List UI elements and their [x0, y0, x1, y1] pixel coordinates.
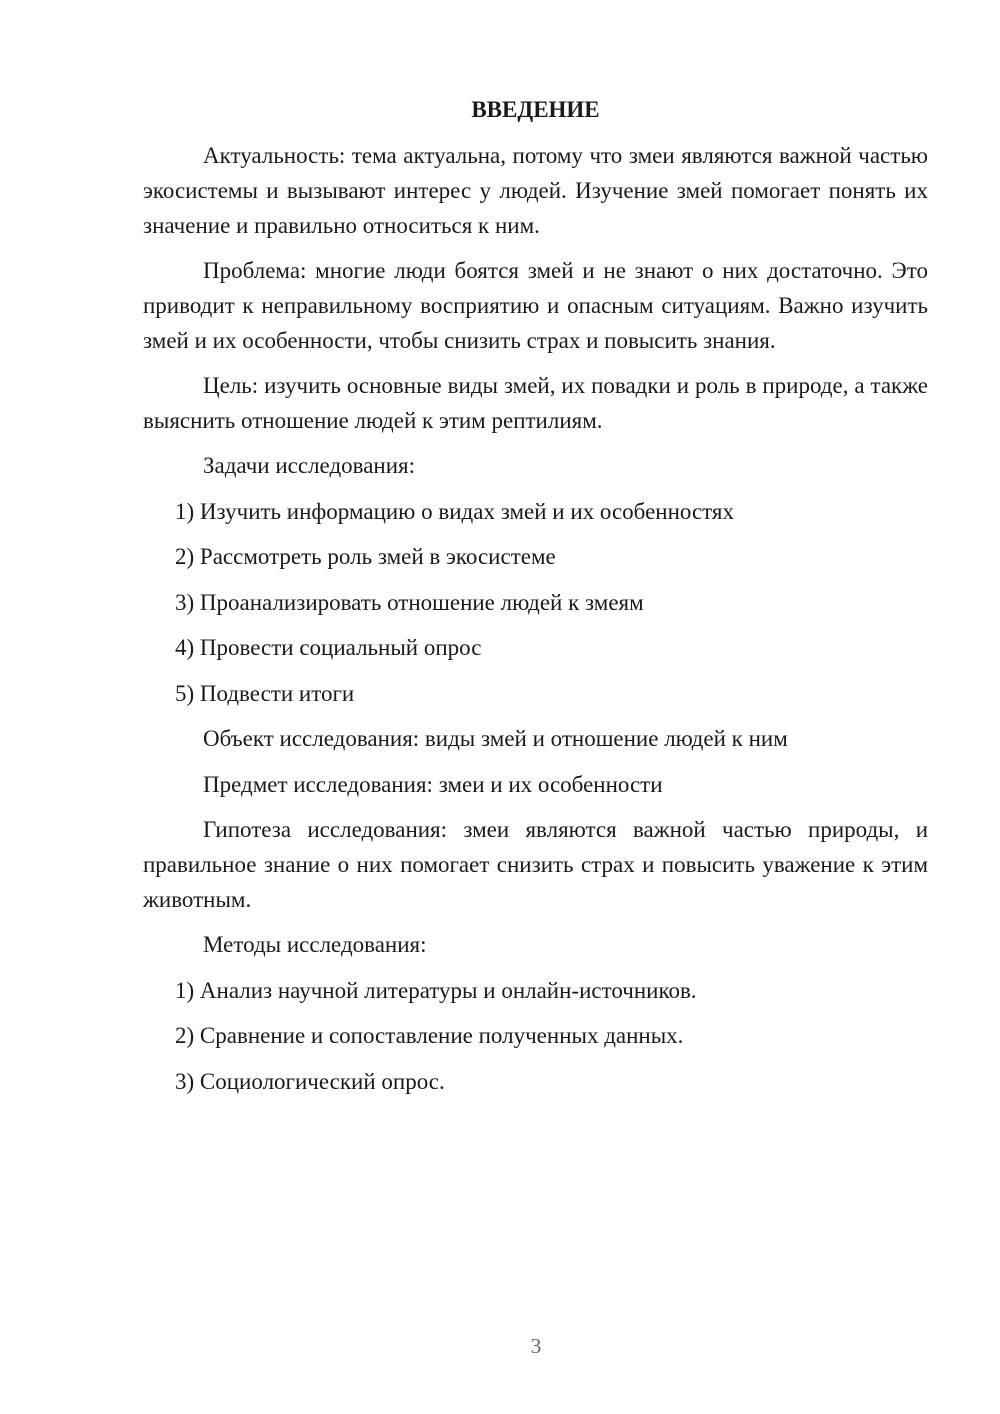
task-item: 5) Подвести итоги	[175, 680, 355, 706]
method-item: 3) Социологический опрос.	[175, 1068, 445, 1094]
task-item: 1) Изучить информацию о видах змей и их особенностях	[175, 498, 735, 524]
research-object: Объект исследования: виды змей и отношение людей к ним	[203, 726, 788, 751]
task-item: 2) Рассмотреть роль змей в экосистеме	[175, 544, 556, 569]
method-item: 1) Анализ научной литературы и онлайн-источников.	[175, 977, 697, 1003]
task-item: 3) Проанализировать отношение людей к змеям	[175, 589, 644, 615]
relevance-paragraph: Актуальность: тема актуальна, потому что змеи являются важной частью экосистемы и вызывают интерес у людей. Изучение змей помогает понять их значение и правильно относиться к ним.	[143, 143, 928, 238]
goal-paragraph: Цель: изучить основные виды змей, их повадки и роль в природе, а также выяснить отношение людей к этим рептилиям.	[143, 373, 928, 433]
research-subject: Предмет исследования: змеи и их особенности	[203, 771, 663, 797]
methods-heading: Методы исследования:	[203, 932, 427, 957]
task-item: 4) Провести социальный опрос	[175, 635, 482, 660]
page-content	[143, 94, 928, 1109]
tasks-heading: Задачи исследования:	[203, 453, 416, 478]
hypothesis-paragraph: Гипотеза исследования: змеи являются важной частью природы, и правильное знание о них помогает снизить страх и повысить уважение к этим животным.	[143, 817, 928, 912]
page-number: 3	[530, 1334, 542, 1358]
problem-paragraph: Проблема: многие люди боятся змей и не знают о них достаточно. Это приводит к неправильному восприятию и опасным ситуациям. Важно изучить змей и их особенности, чтобы снизить страх и повысить знания.	[143, 258, 928, 353]
section-title: ВВЕДЕНИЕ	[471, 97, 600, 122]
method-item: 2) Сравнение и сопоставление полученных данных.	[175, 1023, 684, 1048]
